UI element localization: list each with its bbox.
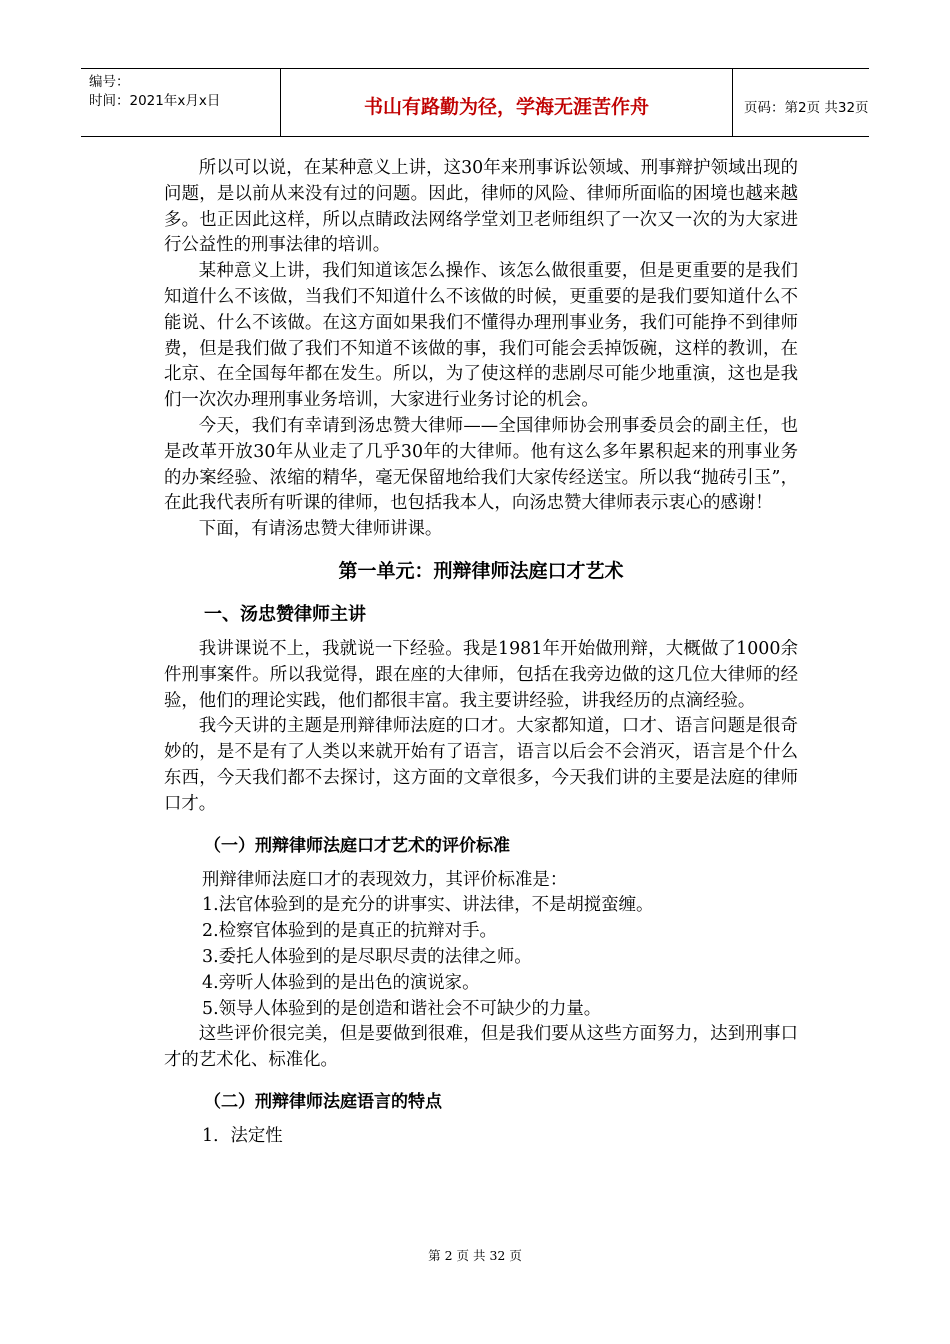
header-motto: 书山有路勤为径，学海无涯苦作舟 [281,69,733,136]
document-date-label: 时间：2021年x月x日 [89,93,221,109]
subsection-title: （二）刑辩律师法庭语言的特点 [204,1091,442,1112]
paragraph: 所以可以说，在某种意义上讲，这30年来刑事诉讼领域、刑事辩护领域出现的问题，是以前从来没有过的问题。因此，律师的风险、律师所面临的困境也越来越多。也正因此这样，所以点睛政法网络学堂刘卫老师组织了一次又一次的为大家进行公益性的刑事法律的培训。 [164,158,798,256]
paragraph: 今天，我们有幸请到汤忠赞大律师——全国律师协会刑事委员会的副主任，也是改革开放30年从业走了几乎30年的大律师。他有这么多年累积起来的刑事业务的办案经验、浓缩的精华，毫无保留地给我们大家传经送宝。所以我“抛砖引玉”，在此我代表所有听课的律师，也包括我本人，向汤忠赞大律师表示衷心的感谢！ [164,415,798,514]
document-body [164,156,798,1150]
paragraph: 我今天讲的主题是刑辩律师法庭的口才。大家都知道，口才、语言问题是很奇妙的，是不是有了人类以来就开始有了语言，语言以后会不会消灭，语言是个什么东西，今天我们都不去探讨，这方面的文章很多，今天我们讲的主要是法庭的律师口才。 [164,716,798,814]
list-item: 2.检察官体验到的是真正的抗辩对手。 [202,921,497,942]
page-header [81,68,869,137]
paragraph: 这些评价很完美，但是要做到很难，但是我们要从这些方面努力，达到刑事口才的艺术化、标准化。 [164,1024,798,1071]
paragraph: 某种意义上讲，我们知道该怎么操作、该怎么做很重要，但是更重要的是我们知道什么不该做，当我们不知道什么不该做的时候，更重要的是我们要知道什么不能说、什么不该做。在这方面如果我们不懂得办理刑事业务，我们可能挣不到律师费，但是我们做了我们不知道不该做的事，我们可能会丢掉饭碗，这样的教训，在北京、在全国每年都在发生。所以，为了使这样的悲剧尽可能少地重演，这也是我们一次次办理刑事业务培训，大家进行业务讨论的机会。 [164,261,798,411]
header-meta-cell [81,69,281,136]
paragraph: 下面，有请汤忠赞大律师讲课。 [198,519,443,540]
list-item: 4.旁听人体验到的是出色的演说家。 [202,972,480,993]
paragraph: 刑辩律师法庭口才的表现效力，其评价标准是： [202,869,568,890]
page-footer: 第 2 页 共 32 页 [428,1248,522,1263]
list-item: 3.委托人体验到的是尽职尽责的法律之师。 [202,946,532,967]
header-page-info: 页码：第2页 共32页 [744,99,869,116]
document-number-label: 编号： [89,74,130,90]
unit-title: 第一单元：刑辩律师法庭口才艺术 [338,559,624,582]
paragraph: 我讲课说不上，我就说一下经验。我是1981年开始做刑辩，大概做了1000余件刑事案件。所以我觉得，跟在座的大律师，包括在我旁边做的这几位大律师的经验，他们的理论实践，他们都很丰富。我主要讲经验，讲我经历的点滴经验。 [164,638,798,711]
list-item: 1．法定性 [202,1125,283,1146]
list-item: 1.法官体验到的是充分的讲事实、讲法律，不是胡搅蛮缠。 [202,895,654,916]
subsection-title: （一）刑辩律师法庭口才艺术的评价标准 [204,835,510,856]
list-item: 5.领导人体验到的是创造和谐社会不可缺少的力量。 [202,998,602,1019]
section-title: 一、汤忠赞律师主讲 [204,603,366,625]
